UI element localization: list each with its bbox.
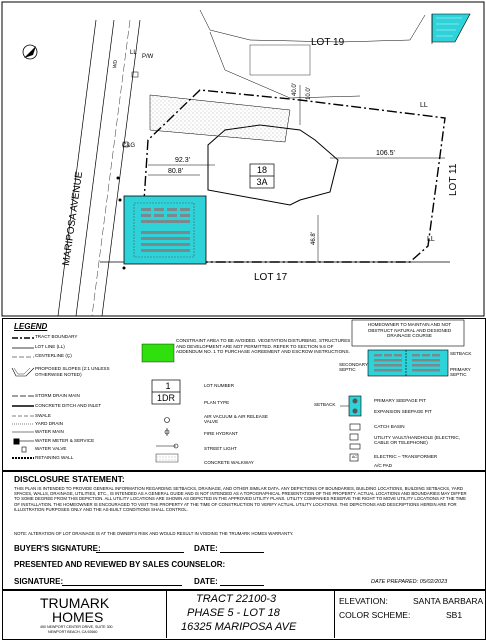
lot-line-label: LL [427, 236, 435, 243]
divider [166, 590, 167, 638]
elevation-label: ELEVATION: [339, 596, 388, 606]
legend-item: LOT NUMBER [204, 383, 235, 388]
ac-pad-icon: AC [352, 455, 357, 459]
buyer-date-line[interactable] [220, 552, 264, 553]
date-label: DATE: [194, 577, 218, 586]
legend-item: EXPANSION SEEPAGE PIT [374, 409, 432, 414]
legend-item: YARD DRAIN [35, 421, 63, 426]
buyer-signature-line[interactable] [96, 552, 184, 553]
counselor-signature-line[interactable] [62, 585, 182, 586]
disclosure-title: DISCLOSURE STATEMENT: [14, 474, 125, 484]
legend-item: STORM DRAIN MAIN [35, 393, 80, 398]
lot-line-label: LL [130, 50, 137, 56]
legend-item: LOT LINE (LL) [35, 344, 65, 349]
lot-11-label: LOT 11 [448, 163, 459, 196]
legend-item: UTILITY VAULT/HANDHOLE (ELECTRIC, CABLE OR TELEPHONE) [374, 435, 461, 446]
color-scheme-value: SB1 [446, 610, 463, 620]
curb-gutter-label: C&G [122, 143, 136, 149]
legend-item: RETAINING WALL [35, 455, 74, 460]
legend-item: TRACT BOUNDARY [35, 334, 78, 339]
legend-item: PLAN TYPE [204, 400, 230, 405]
legend-item: CENTERLINE (Ç) [35, 353, 72, 358]
lot-17-label: LOT 17 [254, 272, 288, 283]
legend-title: LEGEND [14, 322, 48, 331]
company-name-line2: HOMES [52, 609, 104, 625]
plot-plan-drawing [0, 0, 486, 318]
company-name-line1: TRUMARK [40, 595, 110, 611]
legend-lot-box-number: 1 [165, 381, 171, 391]
dimension-label: 92.3' [175, 157, 190, 164]
company-address-line1: 450 NEWPORT CENTER DRIVE, SUITE 300 [40, 625, 113, 629]
tract-number: TRACT 22100-3 [196, 593, 277, 605]
legend-item: SWALE [35, 413, 51, 418]
date-label: DATE: [194, 544, 218, 553]
dimension-label: 80.8' [168, 168, 183, 175]
legend-item: WATER MAIN [35, 429, 64, 434]
constraint-description: CONSTRAINT AREA TO BE AVOIDED. VEGETATION DISTURBING, STRUCTURES AND DEVELOPMENT ARE NOT PERMITTED. REFER TO SECTION 9.6 OF ADDENDUM NO. 1 TO PURCHASE AGREEMENT AND ESCROW INSTRUCTIONS. [176, 338, 351, 355]
setback-label: SETBACK [450, 351, 472, 356]
legend-item: PRIMARY SEEPAGE PIT [374, 398, 427, 403]
buyer-signature-label: BUYER'S SIGNATURE: [14, 544, 101, 553]
legend-item: STREET LIGHT [204, 446, 237, 451]
legend-item: FIRE HYDRANT [204, 431, 238, 436]
disclosure-body: THIS PLAN IS INTENDED TO PROVIDE GENERAL INFORMATION REGARDING SETBACKS, DRAINAGE, AND OTHER SIMILAR DATA. ANY DEPICTIONS OF BOUNDARIES, BUILDING LOCATIONS, BUILDING SETBACKS, YARD SPACES, WALLS, DRAINAGE, UTILITIES, ETC., IS INTENDED AS A GENERAL GUIDE AND IS NOT INTENDED AS A TOPOGRAPHICAL PRESENTATION OF THE PROPERTY. ACTUAL LOCATIONS AND BOUNDARIES MAY DIFFER TO SOME DEGREE FROM THIS DEPICTION. ALL UTILITY LOCATIONS ARE SHOWN AS DEPICTED IN THE APPROVED UTILITY PLANS. UTILITY COMPANIES RESERVE THE RIGHT TO MOVE UTILITY LOCATIONS AT THE TIME OF INSTALLATION. THE HOMEOWNER IS ENCOURAGED TO VISIT THE PROPERTY AT THE TIME OF CONSTRUCTION TO VERIFY ACTUAL UTILITY LOCATIONS. THE DEPICTIONS AND DESCRIPTIONS HEREIN ARE FOR ILLUSTRATION PURPOSES ONLY AND THE AS-BUILT CONDITIONS SHALL CONTROL. [14, 486, 467, 512]
primary-septic-label: PRIMARY SEPTIC [450, 367, 471, 378]
date-prepared: DATE PREPARED: 05/02/2023 [371, 579, 448, 585]
counselor-signature-label: SIGNATURE: [14, 577, 64, 586]
legend-item: CONCRETE DITCH AND INLET [35, 403, 102, 408]
legend-plan-box-type: 1DR [156, 393, 175, 403]
legend-item: ELECTRIC – TRANSFORMER [374, 454, 438, 459]
property-address: 16325 MARIPOSA AVE [181, 621, 297, 633]
company-address-line2: NEWPORT BEACH, CA 92660 [48, 630, 98, 634]
setback-label: SETBACK [314, 402, 336, 407]
dimension-label: 10.0' [306, 87, 312, 100]
dimension-label: 46.8' [311, 232, 317, 245]
dimension-label: 40.0' [292, 83, 298, 96]
lot-19-label: LOT 19 [311, 37, 345, 48]
disclosure-note: NOTE: ALTERATION OF LOT DRAINAGE IS AT THE OWNER'S RISK AND WOULD RESULT IN VOIDING THE TRUMARK HOMES WARRANTY. [14, 531, 294, 536]
homeowner-note: HOMEOWNER TO MAINTAIN AND NOT OBSTRUCT NATURAL AND DESIGNED DRAINAGE COURSE [367, 322, 452, 339]
legend-item: WATER METER & SERVICE [35, 438, 95, 443]
legend-item: AIR VACUUM & AIR RELEASE VALVE [204, 414, 268, 425]
lot-number-label: 18 [256, 165, 267, 175]
secondary-septic-label: SECONDARY SEPTIC [339, 362, 368, 373]
water-label: WD [112, 59, 120, 69]
north-arrow-icon [23, 45, 37, 59]
legend-item: CONCRETE WALKWAY [204, 460, 254, 465]
legend-item: CATCH BASIN [374, 424, 405, 429]
legend-item: PROPOSED SLOPES (2:1 UNLESS OTHERWISE NOTED) [35, 366, 110, 377]
pw-label: P/W [142, 54, 154, 60]
plan-type-label: 3A [256, 177, 268, 187]
street-label: MARIPOSA AVENUE [61, 170, 86, 267]
divider [334, 590, 335, 638]
phase-lot: PHASE 5 - LOT 18 [187, 607, 280, 619]
reviewed-label: PRESENTED AND REVIEWED BY SALES COUNSELOR: [14, 560, 226, 569]
dimension-label: 106.5' [376, 150, 395, 157]
color-scheme-label: COLOR SCHEME: [339, 610, 411, 620]
legend-item: WATER VALVE [35, 446, 67, 451]
lot-line-label: LL [420, 102, 428, 109]
legend-item: A/C PAD [374, 463, 393, 468]
elevation-value: SANTA BARBARA [413, 596, 484, 606]
counselor-date-line[interactable] [220, 585, 264, 586]
